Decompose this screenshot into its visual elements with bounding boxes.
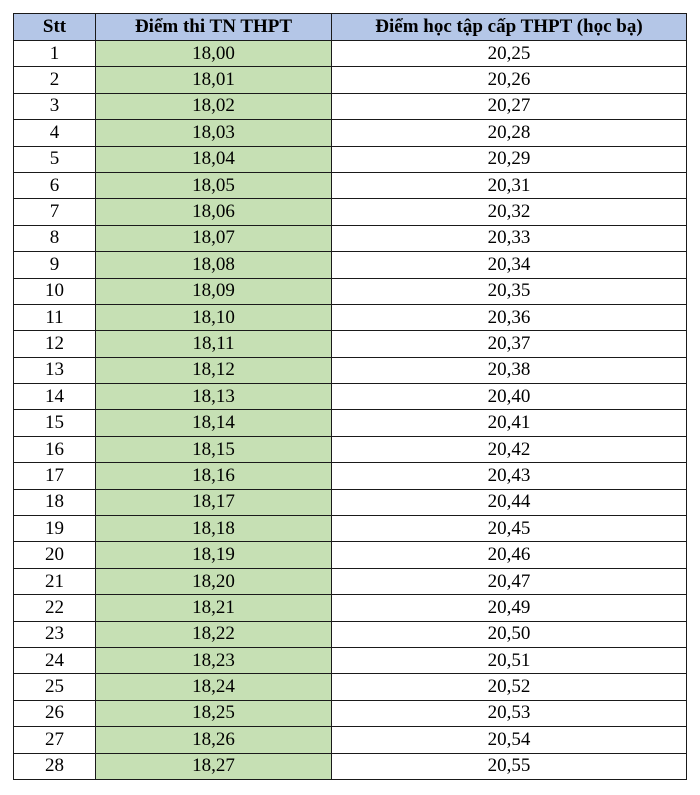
cell-transcript-score: 20,51 — [332, 647, 687, 673]
table-row — [14, 41, 687, 67]
cell-stt: 19 — [14, 516, 96, 542]
cell-transcript-score: 20,54 — [332, 727, 687, 753]
table-row — [14, 252, 687, 278]
cell-transcript-score: 20,28 — [332, 120, 687, 146]
table-header — [14, 14, 687, 41]
cell-transcript-score: 20,47 — [332, 568, 687, 594]
header-stt: Stt — [14, 14, 96, 41]
cell-transcript-score: 20,41 — [332, 410, 687, 436]
cell-exam-score: 18,24 — [96, 674, 332, 700]
cell-transcript-score: 20,29 — [332, 146, 687, 172]
cell-stt: 2 — [14, 67, 96, 93]
cell-transcript-score: 20,34 — [332, 252, 687, 278]
cell-stt: 8 — [14, 225, 96, 251]
cell-stt: 24 — [14, 647, 96, 673]
cell-exam-score: 18,00 — [96, 41, 332, 67]
cell-exam-score: 18,11 — [96, 331, 332, 357]
cell-exam-score: 18,19 — [96, 542, 332, 568]
cell-exam-score: 18,12 — [96, 357, 332, 383]
cell-exam-score: 18,01 — [96, 67, 332, 93]
header-exam-score: Điểm thi TN THPT — [96, 14, 332, 41]
table-row — [14, 647, 687, 673]
cell-stt: 7 — [14, 199, 96, 225]
table-row — [14, 304, 687, 330]
table-row — [14, 384, 687, 410]
cell-stt: 11 — [14, 304, 96, 330]
cell-stt: 20 — [14, 542, 96, 568]
cell-exam-score: 18,16 — [96, 463, 332, 489]
cell-stt: 6 — [14, 172, 96, 198]
score-conversion-table — [13, 13, 687, 780]
cell-transcript-score: 20,37 — [332, 331, 687, 357]
cell-transcript-score: 20,46 — [332, 542, 687, 568]
cell-stt: 9 — [14, 252, 96, 278]
cell-transcript-score: 20,52 — [332, 674, 687, 700]
cell-stt: 4 — [14, 120, 96, 146]
cell-exam-score: 18,05 — [96, 172, 332, 198]
cell-transcript-score: 20,45 — [332, 516, 687, 542]
table-row — [14, 727, 687, 753]
table-row — [14, 199, 687, 225]
score-conversion-table-container — [13, 13, 687, 780]
table-row — [14, 463, 687, 489]
cell-stt: 27 — [14, 727, 96, 753]
cell-stt: 18 — [14, 489, 96, 515]
table-row — [14, 674, 687, 700]
cell-transcript-score: 20,49 — [332, 595, 687, 621]
cell-stt: 25 — [14, 674, 96, 700]
table-row — [14, 595, 687, 621]
cell-transcript-score: 20,33 — [332, 225, 687, 251]
cell-stt: 28 — [14, 753, 96, 779]
table-row — [14, 93, 687, 119]
table-row — [14, 120, 687, 146]
cell-stt: 10 — [14, 278, 96, 304]
cell-exam-score: 18,18 — [96, 516, 332, 542]
cell-exam-score: 18,23 — [96, 647, 332, 673]
cell-transcript-score: 20,38 — [332, 357, 687, 383]
table-row — [14, 700, 687, 726]
cell-transcript-score: 20,50 — [332, 621, 687, 647]
cell-transcript-score: 20,42 — [332, 436, 687, 462]
table-row — [14, 410, 687, 436]
cell-exam-score: 18,25 — [96, 700, 332, 726]
cell-exam-score: 18,26 — [96, 727, 332, 753]
table-row — [14, 621, 687, 647]
header-row — [14, 14, 687, 41]
table-row — [14, 542, 687, 568]
cell-exam-score: 18,06 — [96, 199, 332, 225]
cell-exam-score: 18,08 — [96, 252, 332, 278]
cell-transcript-score: 20,25 — [332, 41, 687, 67]
cell-exam-score: 18,27 — [96, 753, 332, 779]
cell-stt: 5 — [14, 146, 96, 172]
cell-stt: 17 — [14, 463, 96, 489]
table-row — [14, 146, 687, 172]
cell-stt: 14 — [14, 384, 96, 410]
cell-exam-score: 18,15 — [96, 436, 332, 462]
table-row — [14, 753, 687, 779]
cell-transcript-score: 20,31 — [332, 172, 687, 198]
table-row — [14, 516, 687, 542]
cell-transcript-score: 20,36 — [332, 304, 687, 330]
cell-stt: 3 — [14, 93, 96, 119]
cell-exam-score: 18,21 — [96, 595, 332, 621]
cell-exam-score: 18,17 — [96, 489, 332, 515]
table-row — [14, 172, 687, 198]
cell-stt: 16 — [14, 436, 96, 462]
cell-stt: 26 — [14, 700, 96, 726]
cell-exam-score: 18,10 — [96, 304, 332, 330]
table-row — [14, 436, 687, 462]
cell-exam-score: 18,03 — [96, 120, 332, 146]
table-body — [14, 41, 687, 780]
cell-stt: 15 — [14, 410, 96, 436]
header-transcript-score: Điểm học tập cấp THPT (học bạ) — [332, 14, 687, 41]
cell-transcript-score: 20,40 — [332, 384, 687, 410]
cell-stt: 23 — [14, 621, 96, 647]
cell-exam-score: 18,13 — [96, 384, 332, 410]
table-row — [14, 67, 687, 93]
table-row — [14, 568, 687, 594]
cell-exam-score: 18,14 — [96, 410, 332, 436]
cell-stt: 22 — [14, 595, 96, 621]
cell-stt: 21 — [14, 568, 96, 594]
table-row — [14, 331, 687, 357]
cell-transcript-score: 20,53 — [332, 700, 687, 726]
cell-exam-score: 18,04 — [96, 146, 332, 172]
cell-transcript-score: 20,35 — [332, 278, 687, 304]
cell-stt: 12 — [14, 331, 96, 357]
cell-exam-score: 18,20 — [96, 568, 332, 594]
table-row — [14, 225, 687, 251]
table-row — [14, 489, 687, 515]
cell-transcript-score: 20,26 — [332, 67, 687, 93]
table-row — [14, 357, 687, 383]
cell-exam-score: 18,22 — [96, 621, 332, 647]
cell-transcript-score: 20,55 — [332, 753, 687, 779]
cell-transcript-score: 20,32 — [332, 199, 687, 225]
cell-transcript-score: 20,27 — [332, 93, 687, 119]
cell-exam-score: 18,02 — [96, 93, 332, 119]
cell-exam-score: 18,09 — [96, 278, 332, 304]
cell-transcript-score: 20,43 — [332, 463, 687, 489]
cell-exam-score: 18,07 — [96, 225, 332, 251]
cell-stt: 1 — [14, 41, 96, 67]
table-row — [14, 278, 687, 304]
cell-transcript-score: 20,44 — [332, 489, 687, 515]
cell-stt: 13 — [14, 357, 96, 383]
